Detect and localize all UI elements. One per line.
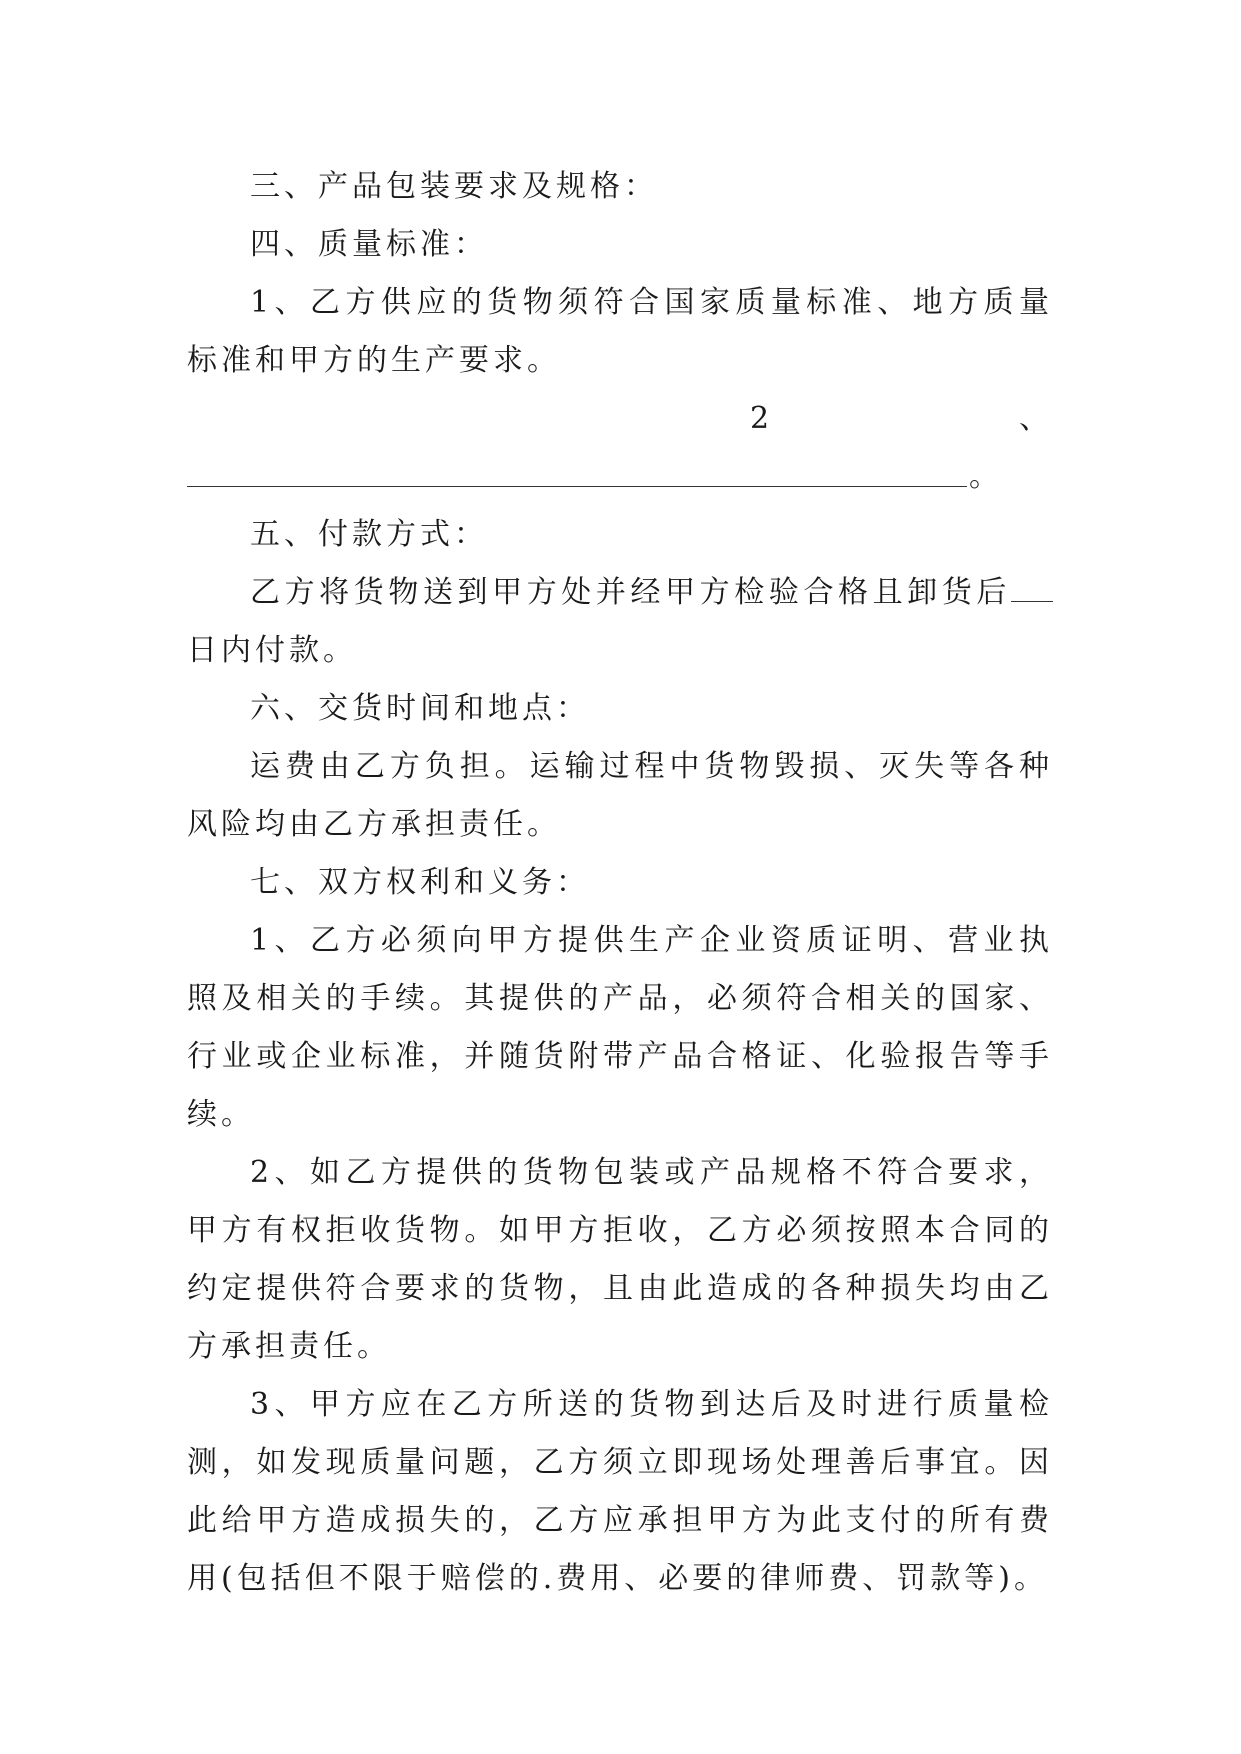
days-blank — [1011, 571, 1053, 602]
section-7-item-3: 3、甲方应在乙方所送的货物到达后及时进行质量检测，如发现质量问题，乙方须立即现场处理善后事宜。因此给甲方造成损失的，乙方应承担甲方为此支付的所有费用(包括但不限于赔偿的.费用、必要的律师费、罚款等)。 — [187, 1387, 1053, 1596]
section-7-item-1: 1、乙方必须向甲方提供生产企业资质证明、营业执照及相关的手续。其提供的产品，必须符合相关的国家、行业或企业标准，并随货附带产品合格证、化验报告等手续。 — [187, 923, 1053, 1132]
section-6-heading: 六、交货时间和地点： — [250, 691, 590, 726]
section-5-text-part-b: 日内付款。 — [187, 633, 357, 668]
section-4-item-1: 1、乙方供应的货物须符合国家质量标准、地方质量标准和甲方的生产要求。 — [187, 285, 1053, 378]
section-7-item-2: 2、如乙方提供的货物包装或产品规格不符合要求，甲方有权拒收货物。如甲方拒收，乙方必须按照本合同的约定提供符合要求的货物，且由此造成的各种损失均由乙方承担责任。 — [187, 1155, 1053, 1364]
section-4-heading: 四、质量标准： — [250, 227, 488, 262]
section-4-item-2-number: 2 — [750, 401, 774, 436]
section-5-text — [187, 564, 1053, 680]
section-6-text: 运费由乙方负担。运输过程中货物毁损、灭失等各种风险均由乙方承担责任。 — [187, 749, 1053, 842]
section-4-item-2-end-mark: 。 — [969, 459, 1003, 494]
section-7-heading: 七、双方权利和义务： — [250, 865, 590, 900]
section-3-heading: 三、产品包装要求及规格： — [250, 169, 658, 204]
section-5-text-part-a: 乙方将货物送到甲方处并经甲方检验合格且卸货后 — [250, 575, 1011, 610]
fill-in-blank-line — [187, 486, 967, 487]
section-4-item-2-separator: 、 — [1019, 401, 1053, 436]
section-4-item-2-blank — [187, 448, 1053, 506]
section-4-item-2-line — [187, 390, 1053, 448]
section-5-heading: 五、付款方式： — [250, 517, 488, 552]
document-body — [187, 158, 1053, 1608]
